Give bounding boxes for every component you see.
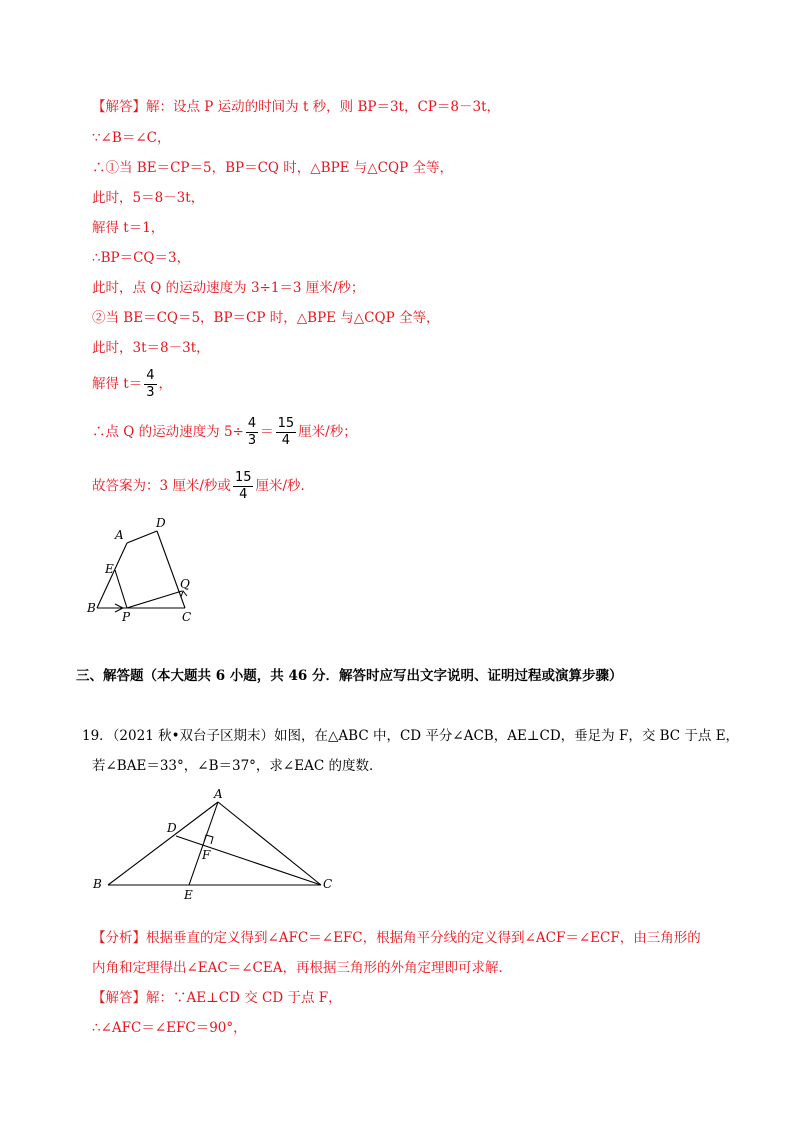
label-D: D (167, 821, 177, 835)
solution1-line3: ∴①当 BE＝CP＝5，BP＝CQ 时，△BPE 与△CQP 全等， (92, 160, 453, 176)
problem19-line2: 若∠BAE＝33°，∠B＝37°，求∠EAC 的度数． (92, 758, 383, 774)
solution1-line11 (92, 416, 357, 449)
fraction-denominator: 3 (146, 385, 155, 400)
solution1-line11-pre: ∴点 Q 的运动速度为 5÷ (92, 424, 244, 440)
solution1-line12-post: 厘米/秒． (255, 478, 315, 494)
solution1-line5: 解得 t＝1， (92, 220, 165, 236)
fraction-15-4 (276, 416, 297, 449)
label-P: P (122, 610, 131, 624)
fraction-denominator: 4 (239, 487, 248, 502)
fraction-numerator: 4 (146, 368, 155, 383)
label-Q: Q (180, 577, 190, 591)
solution1-line1: 【解答】解：设点 P 运动的时间为 t 秒，则 BP＝3t，CP＝8－3t， (92, 99, 500, 115)
analysis-line2: 内角和定理得出∠EAC＝∠CEA，再根据三角形的外角定理即可求解． (92, 960, 512, 976)
geometry-figure-2 (88, 785, 338, 900)
solution1-line11-mid: ＝ (260, 424, 274, 440)
label-D: D (156, 516, 166, 530)
section-heading: 三、解答题（本大题共 6 小题，共 46 分．解答时应写出文字说明、证明过程或演算步骤） (76, 668, 623, 684)
label-B: B (93, 877, 102, 891)
label-A: A (115, 528, 124, 542)
fraction-numerator: 15 (277, 416, 295, 431)
solution1-line12-pre: 故答案为：3 厘米/秒或 (92, 478, 231, 494)
fraction-denominator: 4 (281, 433, 291, 448)
label-F: F (202, 848, 211, 862)
fraction-numerator: 15 (234, 470, 252, 485)
fraction-t (144, 368, 156, 401)
solution1-line2: ∵∠B＝∠C， (92, 130, 171, 146)
solution1-line11-post: 厘米/秒； (298, 424, 357, 440)
label-E: E (184, 888, 193, 902)
geometry-figure-1 (85, 515, 215, 630)
solution1-line6: ∴BP＝CQ＝3， (92, 250, 191, 266)
solution1-line10-pre: 解得 t＝ (92, 376, 143, 392)
fraction-numerator: 4 (247, 416, 257, 431)
label-A: A (214, 787, 223, 801)
figure-2-svg (88, 785, 338, 900)
label-C: C (323, 877, 333, 891)
label-B: B (87, 601, 96, 615)
label-E: E (105, 562, 114, 576)
solution1-line8: ②当 BE＝CQ＝5，BP＝CP 时，△BPE 与△CQP 全等， (92, 310, 440, 326)
solution2-line1: 【解答】解：∵AE⊥CD 交 CD 于点 F， (92, 990, 342, 1006)
problem19-line1: 19．（2021 秋•双台子区期末）如图，在△ABC 中，CD 平分∠ACB，AE⊥CD，垂足为 F，交 BC 于点 E， (82, 728, 740, 744)
figure-1-svg (85, 515, 215, 630)
solution1-line10 (92, 368, 172, 401)
label-C: C (182, 610, 192, 624)
solution1-line9: 此时，3t＝8－3t， (92, 340, 210, 356)
solution2-line2: ∴∠AFC＝∠EFC＝90°， (92, 1020, 247, 1036)
solution1-line7: 此时，点 Q 的运动速度为 3÷1＝3 厘米/秒； (92, 280, 365, 296)
fraction-15-4-answer (233, 470, 254, 503)
solution1-line10-post: ， (158, 376, 172, 392)
fraction-4-3 (246, 416, 258, 449)
fraction-denominator: 3 (247, 433, 257, 448)
analysis-line1: 【分析】根据垂直的定义得到∠AFC＝∠EFC，根据角平分线的定义得到∠ACF＝∠ECF，由三角形的 (92, 930, 701, 946)
solution1-line12 (92, 470, 314, 503)
solution1-line4: 此时，5＝8－3t， (92, 190, 205, 206)
